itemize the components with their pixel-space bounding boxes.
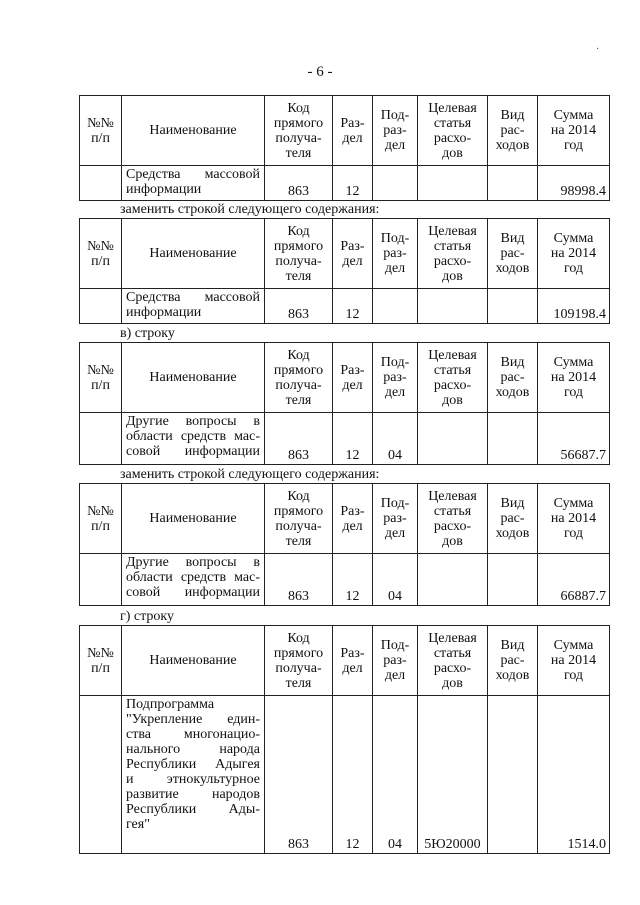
text-line: дов [442, 145, 463, 161]
text-line: и этнокультурное [126, 772, 260, 787]
text-line: Вид [500, 108, 525, 123]
text-line: ходов [495, 526, 530, 541]
header-section [333, 343, 373, 413]
text-line: раз- [383, 246, 407, 261]
text-line: теля [285, 675, 312, 691]
text-line: Наименование [149, 370, 237, 385]
text-line: Республики Ады- [126, 802, 260, 817]
table-header-row [80, 96, 610, 166]
text-line: совой информации [126, 585, 260, 600]
text-line: статья [433, 238, 472, 254]
row-section: 12 [333, 696, 373, 854]
text-line: Код [287, 100, 310, 116]
text-line: гея" [126, 817, 150, 832]
text-line: п/п [91, 518, 110, 534]
row-subsection: 04 [373, 696, 418, 854]
scan-dot: · [596, 44, 600, 55]
header-target [418, 96, 488, 166]
header-code [265, 343, 333, 413]
text-line: дел [342, 660, 363, 676]
text-line: раз- [383, 511, 407, 526]
header-sum [538, 626, 610, 696]
header-type [488, 219, 538, 289]
row-sum: 109198.4 [538, 289, 610, 324]
row-target: 5Ю20000 [418, 696, 488, 854]
text-line: прямого [273, 238, 324, 254]
table-row [80, 166, 610, 201]
text-line: теля [285, 533, 312, 549]
header-subsection [373, 626, 418, 696]
text-line: №№ [87, 503, 114, 519]
text-line: Целевая [428, 347, 477, 363]
text-line: Сумма [553, 231, 594, 246]
text-line: дел [384, 668, 406, 683]
row-num [80, 289, 122, 324]
text-line: Код [287, 223, 310, 239]
text-line: год [563, 668, 584, 683]
row-num [80, 554, 122, 606]
row-section: 12 [333, 166, 373, 201]
text-line: расхо- [433, 518, 472, 534]
header-subsection [373, 96, 418, 166]
text-line: области средств мас- [126, 429, 260, 444]
text-line: раз- [383, 370, 407, 385]
text-line: на 2014 [550, 123, 597, 138]
text-line: №№ [87, 645, 114, 661]
header-target [418, 484, 488, 554]
header-subsection [373, 219, 418, 289]
text-line: Сумма [553, 638, 594, 653]
text-line: ходов [495, 138, 530, 153]
text-line: Наименование [149, 123, 237, 138]
header-num [80, 96, 122, 166]
row-code: 863 [265, 696, 333, 854]
row-name [122, 696, 265, 854]
row-subsection [373, 166, 418, 201]
header-type [488, 96, 538, 166]
table-header-row [80, 219, 610, 289]
row-type [488, 289, 538, 324]
text-line: расхо- [433, 130, 472, 146]
budget-table [79, 342, 610, 465]
text-line: Сумма [553, 496, 594, 511]
text-line: Целевая [428, 630, 477, 646]
row-section: 12 [333, 413, 373, 465]
text-line: статья [433, 115, 472, 131]
text-line: "Укрепление един- [126, 712, 260, 727]
row-sum: 56687.7 [538, 413, 610, 465]
row-section: 12 [333, 289, 373, 324]
instruction-replace: заменить строкой следующего содержания: [120, 467, 380, 482]
text-line: ходов [495, 261, 530, 276]
text-line: расхо- [433, 253, 472, 269]
header-target [418, 219, 488, 289]
text-line: расхо- [433, 377, 472, 393]
header-code [265, 96, 333, 166]
text-line: на 2014 [550, 653, 597, 668]
header-name [122, 626, 265, 696]
budget-table [79, 625, 610, 854]
budget-table [79, 95, 610, 201]
row-code: 863 [265, 289, 333, 324]
text-line: Раз- [340, 503, 365, 519]
header-target [418, 626, 488, 696]
text-line: год [563, 138, 584, 153]
text-line: получа- [275, 377, 322, 393]
row-type [488, 554, 538, 606]
text-line: дов [442, 675, 463, 691]
header-sum [538, 484, 610, 554]
text-line: Наименование [149, 653, 237, 668]
text-line: Подпрограмма [126, 697, 215, 712]
header-target [418, 343, 488, 413]
header-name [122, 343, 265, 413]
text-line: дов [442, 533, 463, 549]
row-name [122, 289, 265, 324]
text-line: Под- [380, 638, 410, 653]
table-row [80, 413, 610, 465]
text-line: Другие вопросы в [126, 414, 260, 429]
budget-table [79, 483, 610, 606]
text-line: п/п [91, 130, 110, 146]
text-line: Сумма [553, 108, 594, 123]
text-line: год [563, 385, 584, 400]
text-line: получа- [275, 518, 322, 534]
text-line: развитие народов [126, 787, 260, 802]
instruction-replace: заменить строкой следующего содержания: [120, 202, 380, 217]
header-section [333, 219, 373, 289]
text-line: Сумма [553, 355, 594, 370]
text-line: получа- [275, 253, 322, 269]
header-section [333, 96, 373, 166]
text-line: рас- [500, 653, 525, 668]
text-line: раз- [383, 123, 407, 138]
header-code [265, 484, 333, 554]
text-line: Наименование [149, 246, 237, 261]
header-sum [538, 219, 610, 289]
text-line: теля [285, 268, 312, 284]
text-line: статья [433, 645, 472, 661]
row-type [488, 696, 538, 854]
text-line: дов [442, 268, 463, 284]
text-line: дов [442, 392, 463, 408]
text-line: п/п [91, 660, 110, 676]
header-num [80, 343, 122, 413]
text-line: Целевая [428, 100, 477, 116]
text-line: Под- [380, 496, 410, 511]
page-number: - 6 - [307, 64, 333, 80]
text-line: Целевая [428, 223, 477, 239]
text-line: прямого [273, 362, 324, 378]
header-section [333, 484, 373, 554]
text-line: на 2014 [550, 370, 597, 385]
text-line: на 2014 [550, 246, 597, 261]
table-header-row [80, 626, 610, 696]
row-subsection: 04 [373, 413, 418, 465]
table-row [80, 696, 610, 854]
text-line: расхо- [433, 660, 472, 676]
row-name [122, 166, 265, 201]
text-line: теля [285, 392, 312, 408]
text-line: получа- [275, 130, 322, 146]
header-num [80, 219, 122, 289]
text-line: №№ [87, 238, 114, 254]
row-target [418, 166, 488, 201]
text-line: Раз- [340, 362, 365, 378]
row-subsection [373, 289, 418, 324]
header-subsection [373, 484, 418, 554]
row-target [418, 289, 488, 324]
row-target [418, 413, 488, 465]
text-line: ходов [495, 385, 530, 400]
header-num [80, 626, 122, 696]
text-line: п/п [91, 253, 110, 269]
text-line: рас- [500, 246, 525, 261]
text-line: нального народа [126, 742, 260, 757]
text-line: рас- [500, 123, 525, 138]
text-line: Раз- [340, 238, 365, 254]
row-name [122, 554, 265, 606]
text-line: дел [342, 518, 363, 534]
text-line: раз- [383, 653, 407, 668]
text-line: Код [287, 488, 310, 504]
text-line: ства многонацио- [126, 727, 260, 742]
text-line: Вид [500, 231, 525, 246]
row-sum: 1514.0 [538, 696, 610, 854]
text-line: дел [384, 385, 406, 400]
text-line: прямого [273, 645, 324, 661]
text-line: статья [433, 362, 472, 378]
text-line: Под- [380, 231, 410, 246]
text-line: №№ [87, 115, 114, 131]
text-line: дел [342, 253, 363, 269]
header-type [488, 484, 538, 554]
text-line: рас- [500, 370, 525, 385]
text-line: теля [285, 145, 312, 161]
row-num [80, 413, 122, 465]
header-name [122, 219, 265, 289]
text-line: дел [342, 377, 363, 393]
row-subsection: 04 [373, 554, 418, 606]
header-code [265, 626, 333, 696]
header-subsection [373, 343, 418, 413]
header-num [80, 484, 122, 554]
text-line: Раз- [340, 115, 365, 131]
text-line: Вид [500, 496, 525, 511]
text-line: Под- [380, 108, 410, 123]
text-line: Вид [500, 638, 525, 653]
text-line: Средства массовой [126, 290, 260, 305]
text-line: дел [342, 130, 363, 146]
text-line: прямого [273, 503, 324, 519]
header-type [488, 626, 538, 696]
table-row [80, 554, 610, 606]
text-line: п/п [91, 377, 110, 393]
row-type [488, 166, 538, 201]
row-num [80, 166, 122, 201]
instruction-item-g: г) строку [120, 609, 175, 624]
text-line: области средств мас- [126, 570, 260, 585]
budget-table [79, 218, 610, 324]
instruction-item-v: в) строку [120, 326, 175, 341]
row-code: 863 [265, 554, 333, 606]
row-sum: 98998.4 [538, 166, 610, 201]
text-line: Наименование [149, 511, 237, 526]
text-line: дел [384, 261, 406, 276]
text-line: информации [126, 182, 202, 197]
header-code [265, 219, 333, 289]
table-row [80, 289, 610, 324]
text-line: Средства массовой [126, 167, 260, 182]
row-type [488, 413, 538, 465]
row-sum: 66887.7 [538, 554, 610, 606]
text-line: №№ [87, 362, 114, 378]
header-section [333, 626, 373, 696]
row-code: 863 [265, 413, 333, 465]
text-line: Другие вопросы в [126, 555, 260, 570]
text-line: год [563, 526, 584, 541]
row-name [122, 413, 265, 465]
header-sum [538, 343, 610, 413]
row-num [80, 696, 122, 854]
text-line: прямого [273, 115, 324, 131]
text-line: совой информации [126, 444, 260, 459]
text-line: Раз- [340, 645, 365, 661]
text-line: дел [384, 138, 406, 153]
text-line: Целевая [428, 488, 477, 504]
text-line: год [563, 261, 584, 276]
text-line: Республики Адыгея [126, 757, 260, 772]
text-line: статья [433, 503, 472, 519]
header-type [488, 343, 538, 413]
text-line: получа- [275, 660, 322, 676]
table-header-row [80, 484, 610, 554]
table-header-row [80, 343, 610, 413]
text-line: информации [126, 305, 202, 320]
text-line: ходов [495, 668, 530, 683]
row-code: 863 [265, 166, 333, 201]
text-line: Код [287, 347, 310, 363]
row-target [418, 554, 488, 606]
header-name [122, 484, 265, 554]
text-line: рас- [500, 511, 525, 526]
text-line: Под- [380, 355, 410, 370]
text-line: на 2014 [550, 511, 597, 526]
header-sum [538, 96, 610, 166]
header-name [122, 96, 265, 166]
text-line: дел [384, 526, 406, 541]
text-line: Код [287, 630, 310, 646]
text-line: Вид [500, 355, 525, 370]
row-section: 12 [333, 554, 373, 606]
